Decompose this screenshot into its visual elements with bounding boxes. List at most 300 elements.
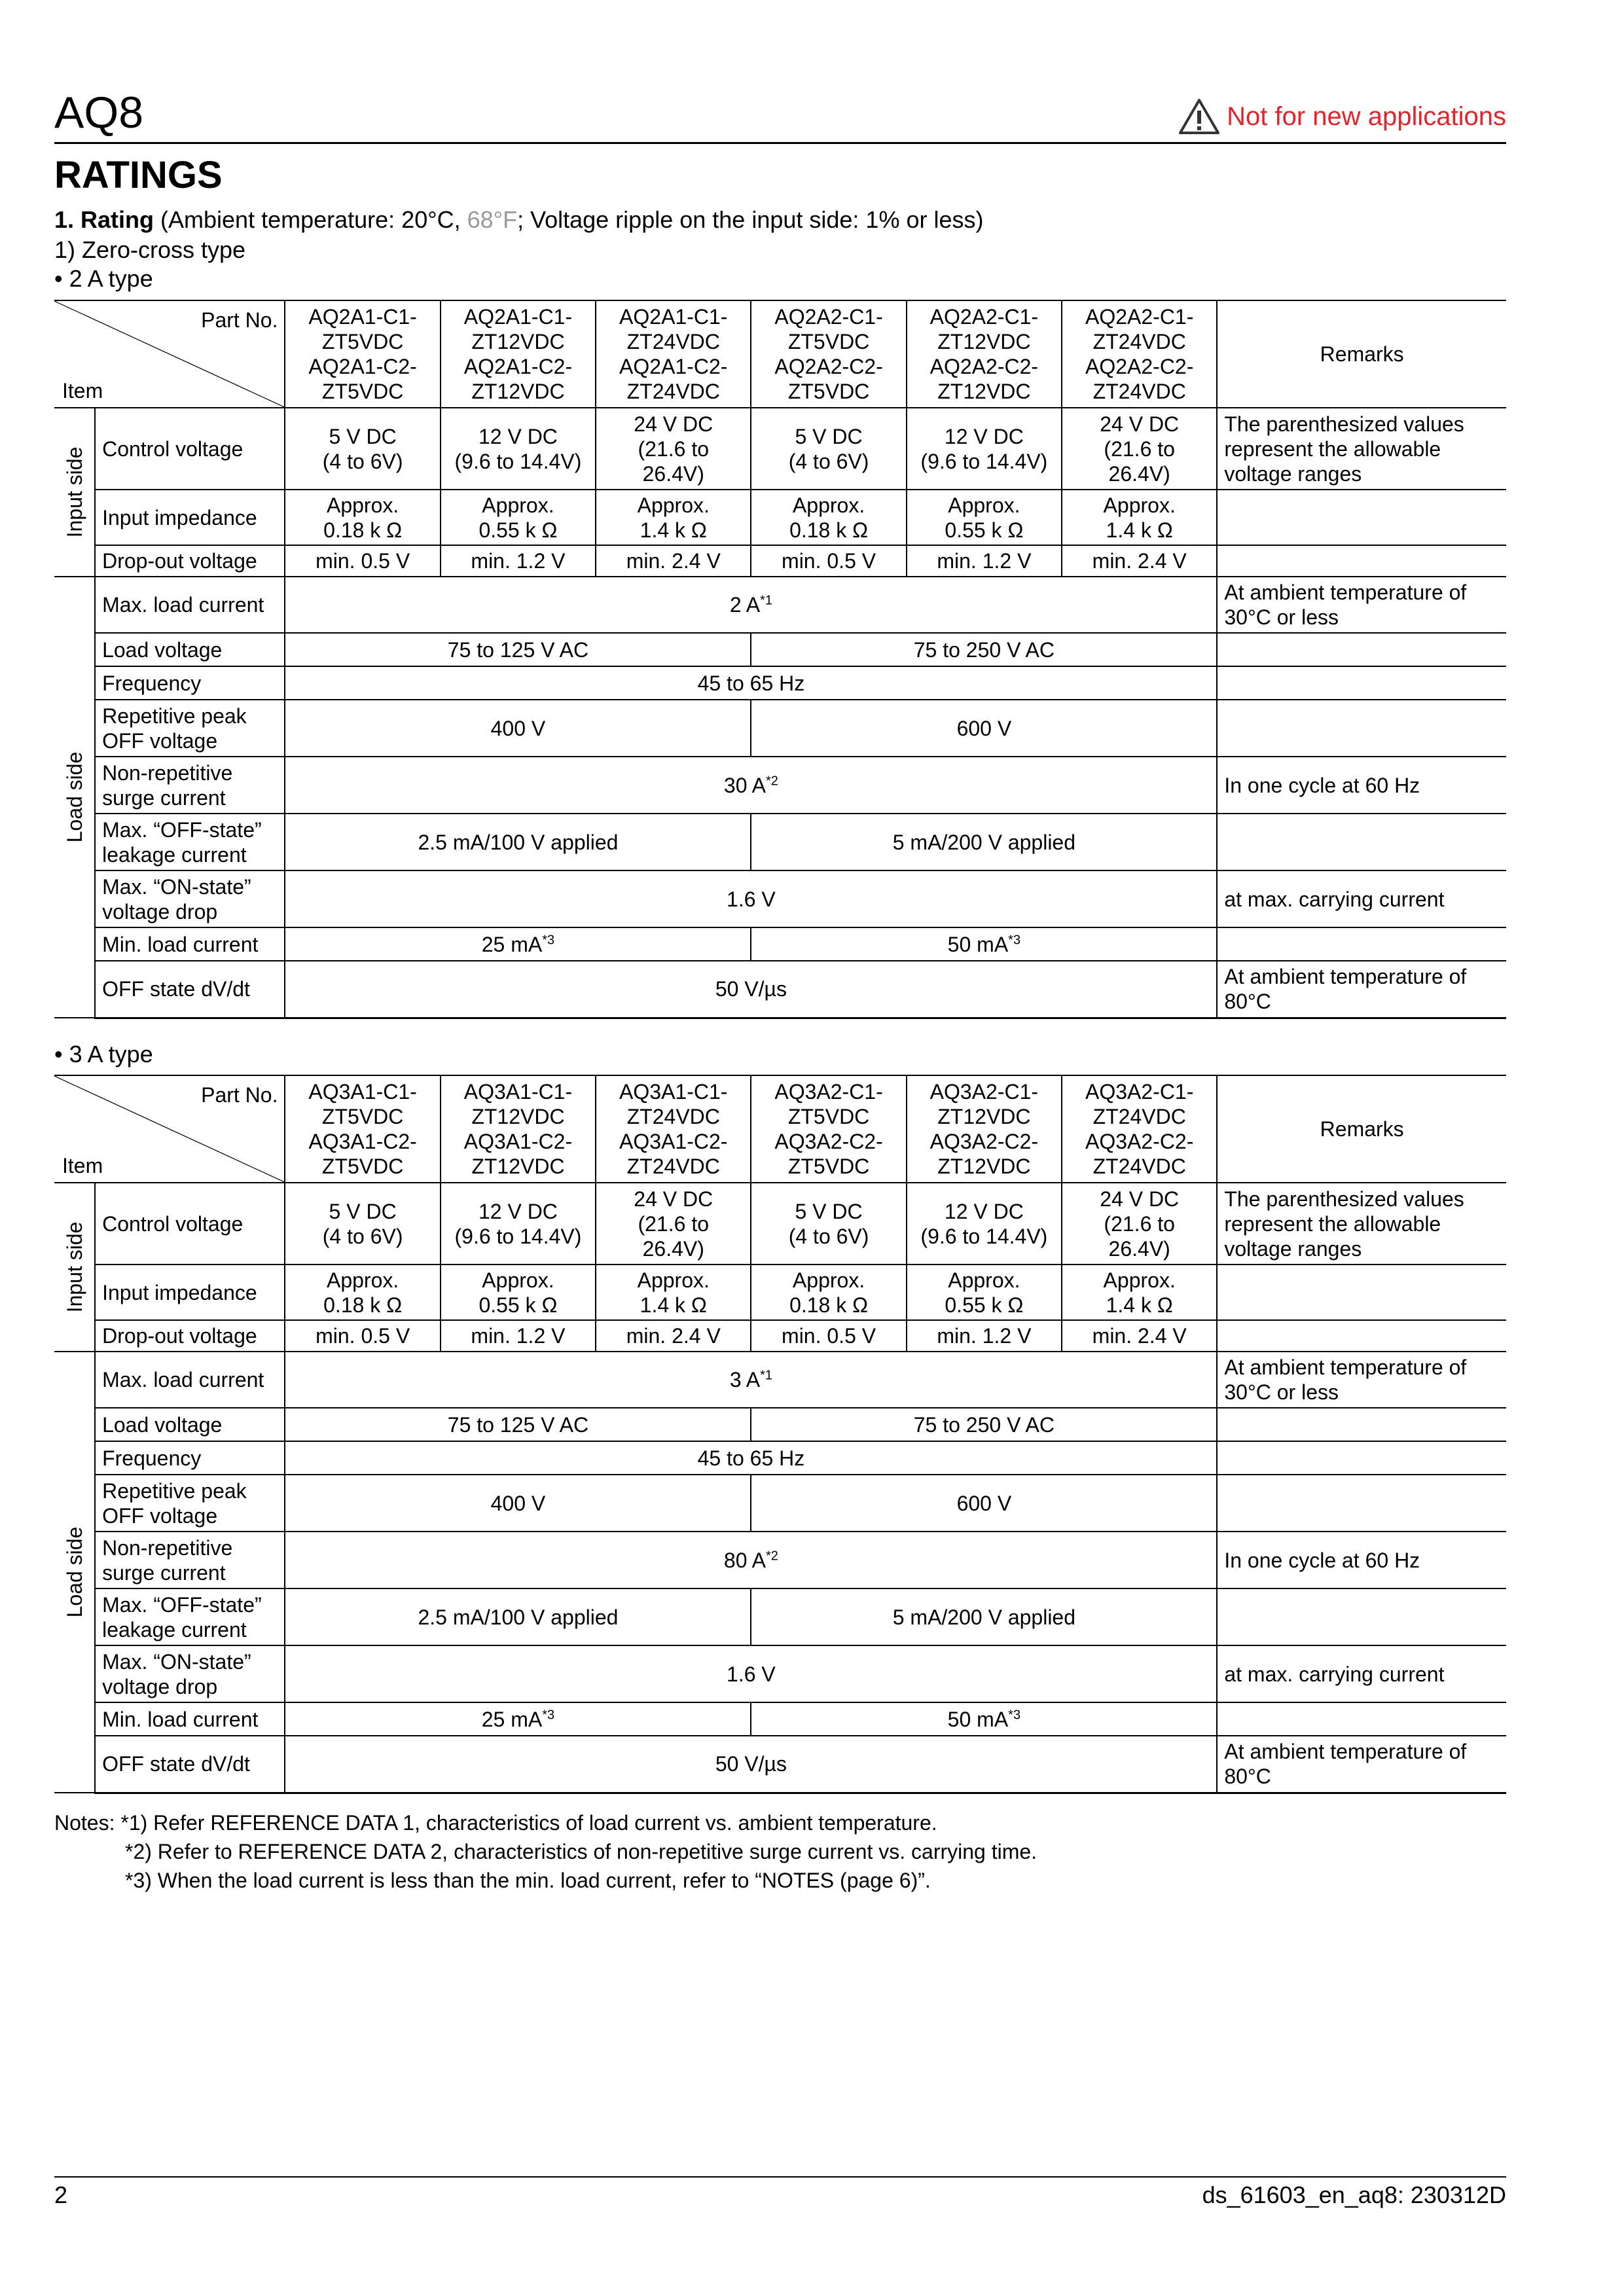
cell-line: (9.6 to 14.4V) — [454, 449, 582, 473]
value-cell — [285, 1183, 440, 1265]
warning-triangle-icon — [1178, 98, 1220, 135]
rating-text-a: (Ambient temperature: 20°C, — [154, 206, 467, 233]
value-cell — [285, 1532, 1217, 1588]
cell-line: ZT12VDC — [937, 330, 1031, 353]
item-name — [95, 577, 285, 633]
cell-line: AQ2A2-C1- — [774, 305, 883, 329]
cell-text: 25 mA — [481, 932, 543, 956]
cell-line: 24 V DC — [634, 412, 713, 436]
frequency-row — [54, 1441, 1506, 1475]
cell-line: ZT24VDC — [626, 330, 720, 353]
cell-line: AQ3A2-C2- — [929, 1130, 1039, 1153]
input-side-label: Input side — [62, 446, 86, 538]
cell-line: ZT12VDC — [471, 1105, 565, 1128]
cell-text: 5 mA/200 V applied — [892, 830, 1076, 854]
cell-text: Drop-out voltage — [102, 1324, 257, 1348]
notes — [54, 1808, 1037, 1895]
cell-line: 1.4 k Ω — [640, 518, 707, 542]
item-label: Item — [62, 1154, 103, 1177]
cell-line: Approx. — [1103, 493, 1176, 517]
cell-line: 5 V DC — [795, 424, 863, 448]
item-name — [95, 927, 285, 961]
value-cell — [285, 545, 440, 577]
ratings-table-2a — [54, 300, 1506, 1019]
footnote-marker: *2 — [765, 773, 778, 788]
cell-text: min. 0.5 V — [316, 549, 410, 573]
cell-line: Approx. — [637, 493, 710, 517]
cell-line: 0.55 k Ω — [478, 1293, 558, 1317]
load-side-label: Load side — [62, 751, 86, 843]
cell-line: 30°C or less — [1224, 605, 1339, 629]
cell-text: min. 1.2 V — [937, 549, 1032, 573]
footnote-marker: *3 — [542, 932, 555, 947]
part-number-cell — [596, 1075, 751, 1183]
cell-line: 0.18 k Ω — [323, 1293, 403, 1317]
cell-line: Repetitive peak — [102, 704, 247, 728]
cell-text: 30 A — [723, 773, 766, 797]
cell-line: 0.55 k Ω — [478, 518, 558, 542]
cell-line: AQ3A1-C1- — [308, 1080, 417, 1103]
cell-line: voltage ranges — [1224, 461, 1362, 486]
cell-line: represent the allowable — [1224, 437, 1441, 461]
cell-line: At ambient temperature of — [1224, 965, 1467, 989]
cell-text: min. 2.4 V — [1092, 1324, 1187, 1348]
value-cell — [751, 1320, 906, 1352]
value-cell — [907, 490, 1062, 545]
item-name — [95, 1588, 285, 1645]
item-name — [95, 1183, 285, 1265]
remark-cell — [1217, 1645, 1506, 1702]
cell-text: Load voltage — [102, 637, 223, 662]
value-cell-left — [285, 814, 751, 870]
remark-cell — [1217, 1352, 1506, 1408]
remark-cell — [1217, 1441, 1506, 1475]
item-name — [95, 1352, 285, 1408]
cell-text: In one cycle at 60 Hz — [1224, 1548, 1420, 1572]
value-cell-right — [751, 700, 1217, 757]
part-number-cell — [751, 1075, 906, 1183]
cell-line: ZT24VDC — [626, 1155, 720, 1178]
cell-line: AQ3A1-C1- — [463, 1080, 573, 1103]
discontinued-warning — [1178, 98, 1506, 135]
item-label: Item — [62, 379, 103, 403]
cell-line: ZT24VDC — [1092, 330, 1186, 353]
surge-current-row — [54, 1532, 1506, 1588]
item-name — [95, 814, 285, 870]
cell-line: ZT12VDC — [937, 1105, 1031, 1128]
remark-cell — [1217, 927, 1506, 961]
value-cell — [907, 545, 1062, 577]
input-side-group — [54, 408, 95, 577]
cell-text: min. 0.5 V — [782, 1324, 876, 1348]
cell-line: OFF voltage — [102, 1503, 218, 1528]
product-code: AQ8 — [54, 88, 144, 137]
value-cell — [441, 1265, 596, 1320]
cell-text: 75 to 250 V AC — [913, 1412, 1055, 1437]
repetitive-peak-off-row — [54, 700, 1506, 757]
value-cell-left — [285, 1408, 751, 1441]
cell-text: Frequency — [102, 1446, 202, 1470]
item-name — [95, 633, 285, 666]
cell-line: Approx. — [1103, 1268, 1176, 1292]
footnote-marker: *1 — [760, 593, 772, 608]
remark-cell — [1217, 961, 1506, 1018]
item-name — [95, 1441, 285, 1475]
item-name — [95, 408, 285, 490]
part-number-cell — [907, 1075, 1062, 1183]
max-load-current-row — [54, 577, 1506, 633]
cell-line: 24 V DC — [634, 1187, 713, 1211]
off-state-dvdt-row — [54, 961, 1506, 1018]
cell-line: Max. “OFF-state” — [102, 1592, 262, 1617]
cell-text: at max. carrying current — [1224, 1662, 1445, 1686]
cell-line: AQ2A2-C2- — [1085, 355, 1194, 378]
value-cell — [285, 757, 1217, 814]
cell-line: ZT24VDC — [1092, 1105, 1186, 1128]
remark-cell — [1217, 757, 1506, 814]
cell-line: 0.55 k Ω — [945, 518, 1024, 542]
cell-text: 50 V/µs — [715, 1752, 787, 1776]
min-load-current-row — [54, 927, 1506, 961]
input-impedance-row — [54, 1265, 1506, 1320]
input-side-label: Input side — [62, 1221, 86, 1313]
cell-line: Approx. — [326, 1268, 399, 1292]
part-number-cell — [1062, 1075, 1217, 1183]
cell-line: ZT24VDC — [1092, 380, 1186, 403]
off-state-leakage-row — [54, 814, 1506, 870]
cell-line: ZT24VDC — [1092, 1155, 1186, 1178]
on-state-drop-row — [54, 870, 1506, 927]
value-cell — [596, 490, 751, 545]
cell-text: 50 V/µs — [715, 977, 787, 1001]
cell-text: 75 to 250 V AC — [913, 637, 1055, 662]
value-cell — [907, 1320, 1062, 1352]
value-cell — [285, 961, 1217, 1018]
cell-line: ZT5VDC — [321, 1105, 404, 1128]
cell-text: 2.5 mA/100 V applied — [418, 1605, 619, 1629]
value-cell — [751, 408, 906, 490]
cell-text: 1.6 V — [727, 1662, 776, 1686]
cell-line: 0.55 k Ω — [945, 1293, 1024, 1317]
load-voltage-row — [54, 1408, 1506, 1441]
cell-line: 1.4 k Ω — [1106, 518, 1173, 542]
value-cell — [596, 408, 751, 490]
cell-text: Input impedance — [102, 1280, 257, 1304]
item-name — [95, 666, 285, 700]
item-name — [95, 870, 285, 927]
load-side-group — [54, 577, 95, 1018]
cell-line: AQ3A1-C2- — [463, 1130, 573, 1153]
cell-line: (21.6 to — [638, 1211, 709, 1236]
item-name — [95, 700, 285, 757]
cell-text: min. 1.2 V — [937, 1324, 1032, 1348]
cell-line: ZT24VDC — [626, 1105, 720, 1128]
cell-text: Max. load current — [102, 1368, 264, 1391]
value-cell — [907, 1265, 1062, 1320]
part-number-cell — [1062, 300, 1217, 408]
value-cell — [441, 1183, 596, 1265]
header-row — [54, 1075, 1506, 1183]
cell-line: AQ2A1-C1- — [308, 305, 417, 329]
note-3: *3) When the load current is less than the min. load current, refer to “NOTES (page 6)”. — [125, 1869, 931, 1892]
remarks-header — [1217, 1075, 1506, 1183]
cell-line: At ambient temperature of — [1224, 1740, 1467, 1764]
item-name — [95, 1475, 285, 1532]
cell-line: OFF voltage — [102, 728, 218, 753]
cell-line: 30°C or less — [1224, 1380, 1339, 1404]
value-cell — [285, 1265, 440, 1320]
remarks-header — [1217, 300, 1506, 408]
cell-line: ZT5VDC — [321, 380, 404, 403]
cell-line: (9.6 to 14.4V) — [920, 1224, 1048, 1248]
cell-line: ZT5VDC — [787, 1155, 870, 1178]
repetitive-peak-off-row — [54, 1475, 1506, 1532]
remark-cell — [1217, 1183, 1506, 1265]
load-side-label: Load side — [62, 1526, 86, 1618]
cell-line: AQ3A2-C1- — [929, 1080, 1039, 1103]
value-cell — [751, 490, 906, 545]
value-cell-right — [751, 1702, 1217, 1736]
value-cell-right — [751, 1588, 1217, 1645]
cell-text: 80 A — [723, 1548, 766, 1572]
cell-text: 2.5 mA/100 V applied — [418, 830, 619, 854]
value-cell — [285, 666, 1217, 700]
cell-line: ZT5VDC — [787, 330, 870, 353]
value-cell-right — [751, 633, 1217, 666]
cell-line: voltage drop — [102, 899, 218, 924]
cell-line: AQ2A1-C1- — [463, 305, 573, 329]
remark-cell — [1217, 545, 1506, 577]
cell-line: AQ3A2-C1- — [774, 1080, 883, 1103]
cell-line: 1.4 k Ω — [640, 1293, 707, 1317]
cell-line: 5 V DC — [329, 424, 397, 448]
control-voltage-row — [54, 408, 1506, 490]
cell-line: (4 to 6V) — [322, 1224, 403, 1248]
rating-fahrenheit: 68°F — [467, 206, 518, 233]
cell-line: AQ3A2-C2- — [774, 1130, 883, 1153]
cell-line: 12 V DC — [944, 424, 1024, 448]
section-title: RATINGS — [54, 154, 223, 196]
rating-label: 1. Rating — [54, 206, 154, 233]
cell-line: At ambient temperature of — [1224, 581, 1467, 604]
cell-line: ZT12VDC — [471, 380, 565, 403]
cell-line: ZT12VDC — [937, 380, 1031, 403]
document-code: ds_61603_en_aq8: 230312D — [1202, 2181, 1506, 2208]
cell-line: ZT5VDC — [787, 1105, 870, 1128]
cell-line: (21.6 to — [1104, 1211, 1175, 1236]
type-label-3a: • 3 A type — [54, 1041, 153, 1067]
value-cell — [285, 577, 1217, 633]
load-voltage-row — [54, 633, 1506, 666]
remark-cell — [1217, 814, 1506, 870]
rating-text-b: ; Voltage ripple on the input side: 1% or less) — [517, 206, 984, 233]
cell-line: ZT5VDC — [321, 330, 404, 353]
ratings-table-3a — [54, 1075, 1506, 1794]
cell-line: AQ2A1-C2- — [308, 355, 417, 378]
control-voltage-row — [54, 1183, 1506, 1265]
cell-line: AQ2A2-C1- — [929, 305, 1039, 329]
min-load-current-row — [54, 1702, 1506, 1736]
value-cell — [441, 1320, 596, 1352]
value-cell — [285, 1320, 440, 1352]
value-cell — [1062, 1183, 1217, 1265]
cell-line: AQ2A1-C2- — [463, 355, 573, 378]
value-cell-right — [751, 1408, 1217, 1441]
cell-line: Approx. — [792, 1268, 865, 1292]
value-cell — [441, 490, 596, 545]
part-number-cell — [441, 300, 596, 408]
value-cell-right — [751, 927, 1217, 961]
value-cell — [596, 545, 751, 577]
cell-text: Remarks — [1320, 1117, 1404, 1141]
input-side-group — [54, 1183, 95, 1352]
cell-line: AQ2A1-C1- — [619, 305, 728, 329]
cell-text: Min. load current — [102, 1707, 259, 1731]
cell-line: 80°C — [1224, 1765, 1271, 1789]
remark-cell — [1217, 1408, 1506, 1441]
cell-line: 26.4V) — [642, 461, 704, 486]
remark-cell — [1217, 577, 1506, 633]
cell-line: ZT12VDC — [471, 330, 565, 353]
remark-cell — [1217, 1736, 1506, 1793]
cell-line: voltage drop — [102, 1674, 218, 1698]
cell-line: Max. “ON-state” — [102, 874, 251, 899]
item-name — [95, 1320, 285, 1352]
cell-line: (4 to 6V) — [788, 1224, 869, 1248]
cell-text: 50 mA — [947, 932, 1009, 956]
remark-cell — [1217, 1320, 1506, 1352]
cell-text: Max. load current — [102, 593, 264, 617]
remark-cell — [1217, 633, 1506, 666]
value-cell — [596, 1265, 751, 1320]
cell-line: Repetitive peak — [102, 1479, 247, 1503]
dropout-voltage-row — [54, 1320, 1506, 1352]
cell-line: leakage current — [102, 1617, 247, 1641]
part-number-cell — [907, 300, 1062, 408]
item-name — [95, 545, 285, 577]
cell-text: 5 mA/200 V applied — [892, 1605, 1076, 1629]
item-name — [95, 1645, 285, 1702]
cell-line: Max. “ON-state” — [102, 1649, 251, 1674]
item-name — [95, 1408, 285, 1441]
cell-line: ZT12VDC — [937, 1155, 1031, 1178]
cell-line: Approx. — [326, 493, 399, 517]
value-cell-left — [285, 1702, 751, 1736]
footnote-marker: *3 — [542, 1707, 555, 1722]
cell-line: Approx. — [948, 493, 1020, 517]
cell-text: 3 A — [729, 1368, 761, 1391]
remark-cell — [1217, 1532, 1506, 1588]
cell-line: AQ2A1-C2- — [619, 355, 728, 378]
part-number-cell — [285, 300, 440, 408]
remark-cell — [1217, 490, 1506, 545]
dropout-voltage-row — [54, 545, 1506, 577]
part-number-cell — [596, 300, 751, 408]
value-cell-left — [285, 633, 751, 666]
cell-line: At ambient temperature of — [1224, 1355, 1467, 1379]
footnote-marker: *3 — [1008, 932, 1021, 947]
cell-line: 12 V DC — [944, 1199, 1024, 1223]
value-cell — [907, 408, 1062, 490]
value-cell — [285, 490, 440, 545]
cell-line: AQ2A2-C2- — [774, 355, 883, 378]
cell-line: AQ3A2-C2- — [1085, 1130, 1194, 1153]
footer-rule — [54, 2176, 1506, 2178]
cell-text: 45 to 65 Hz — [697, 1446, 805, 1470]
cell-line: ZT5VDC — [321, 1155, 404, 1178]
cell-text: In one cycle at 60 Hz — [1224, 773, 1420, 797]
cell-line: Approx. — [482, 1268, 554, 1292]
cell-line: Approx. — [948, 1268, 1020, 1292]
value-cell — [441, 408, 596, 490]
item-name — [95, 1265, 285, 1320]
warning-text: Not for new applications — [1227, 101, 1506, 131]
value-cell — [751, 1183, 906, 1265]
cell-line: 0.18 k Ω — [789, 1293, 869, 1317]
surge-current-row — [54, 757, 1506, 814]
cell-text: 400 V — [490, 1491, 546, 1515]
cell-line: 24 V DC — [1100, 412, 1180, 436]
max-load-current-row — [54, 1352, 1506, 1408]
part-no-label: Part No. — [201, 1083, 278, 1107]
cell-text: Drop-out voltage — [102, 549, 257, 573]
cell-line: (4 to 6V) — [322, 449, 403, 473]
cell-text: min. 1.2 V — [471, 1324, 566, 1348]
value-cell — [751, 1265, 906, 1320]
cell-line: 12 V DC — [478, 424, 558, 448]
cell-line: 12 V DC — [478, 1199, 558, 1223]
item-name — [95, 757, 285, 814]
remark-cell — [1217, 870, 1506, 927]
remark-cell — [1217, 700, 1506, 757]
value-cell-left — [285, 1588, 751, 1645]
cell-line: AQ3A2-C1- — [1085, 1080, 1194, 1103]
value-cell-left — [285, 700, 751, 757]
value-cell-left — [285, 1475, 751, 1532]
cell-line: (21.6 to — [638, 437, 709, 461]
diagonal-header-cell — [54, 300, 285, 408]
value-cell-right — [751, 1475, 1217, 1532]
cell-line: Approx. — [482, 493, 554, 517]
cell-line: 26.4V) — [1108, 1236, 1170, 1261]
part-number-cell — [441, 1075, 596, 1183]
cell-line: Approx. — [637, 1268, 710, 1292]
cell-line: The parenthesized values — [1224, 1187, 1464, 1211]
cell-line: Approx. — [792, 493, 865, 517]
value-cell — [751, 545, 906, 577]
cell-line: AQ3A1-C2- — [308, 1130, 417, 1153]
cell-line: ZT5VDC — [787, 380, 870, 403]
value-cell — [1062, 408, 1217, 490]
cell-line: represent the allowable — [1224, 1211, 1441, 1236]
value-cell — [596, 1183, 751, 1265]
item-name — [95, 961, 285, 1018]
cell-text: 400 V — [490, 716, 546, 740]
cell-text: min. 2.4 V — [1092, 549, 1187, 573]
cell-line: The parenthesized values — [1224, 412, 1464, 436]
cell-line: (9.6 to 14.4V) — [920, 449, 1048, 473]
value-cell-right — [751, 814, 1217, 870]
cell-text: min. 0.5 V — [316, 1324, 410, 1348]
cell-text: 75 to 125 V AC — [447, 637, 589, 662]
on-state-drop-row — [54, 1645, 1506, 1702]
cell-line: Non-repetitive — [102, 1535, 233, 1560]
off-state-leakage-row — [54, 1588, 1506, 1645]
cell-line: Max. “OFF-state” — [102, 817, 262, 842]
cell-text: min. 2.4 V — [626, 549, 721, 573]
off-state-dvdt-row — [54, 1736, 1506, 1793]
cell-line: surge current — [102, 785, 226, 810]
